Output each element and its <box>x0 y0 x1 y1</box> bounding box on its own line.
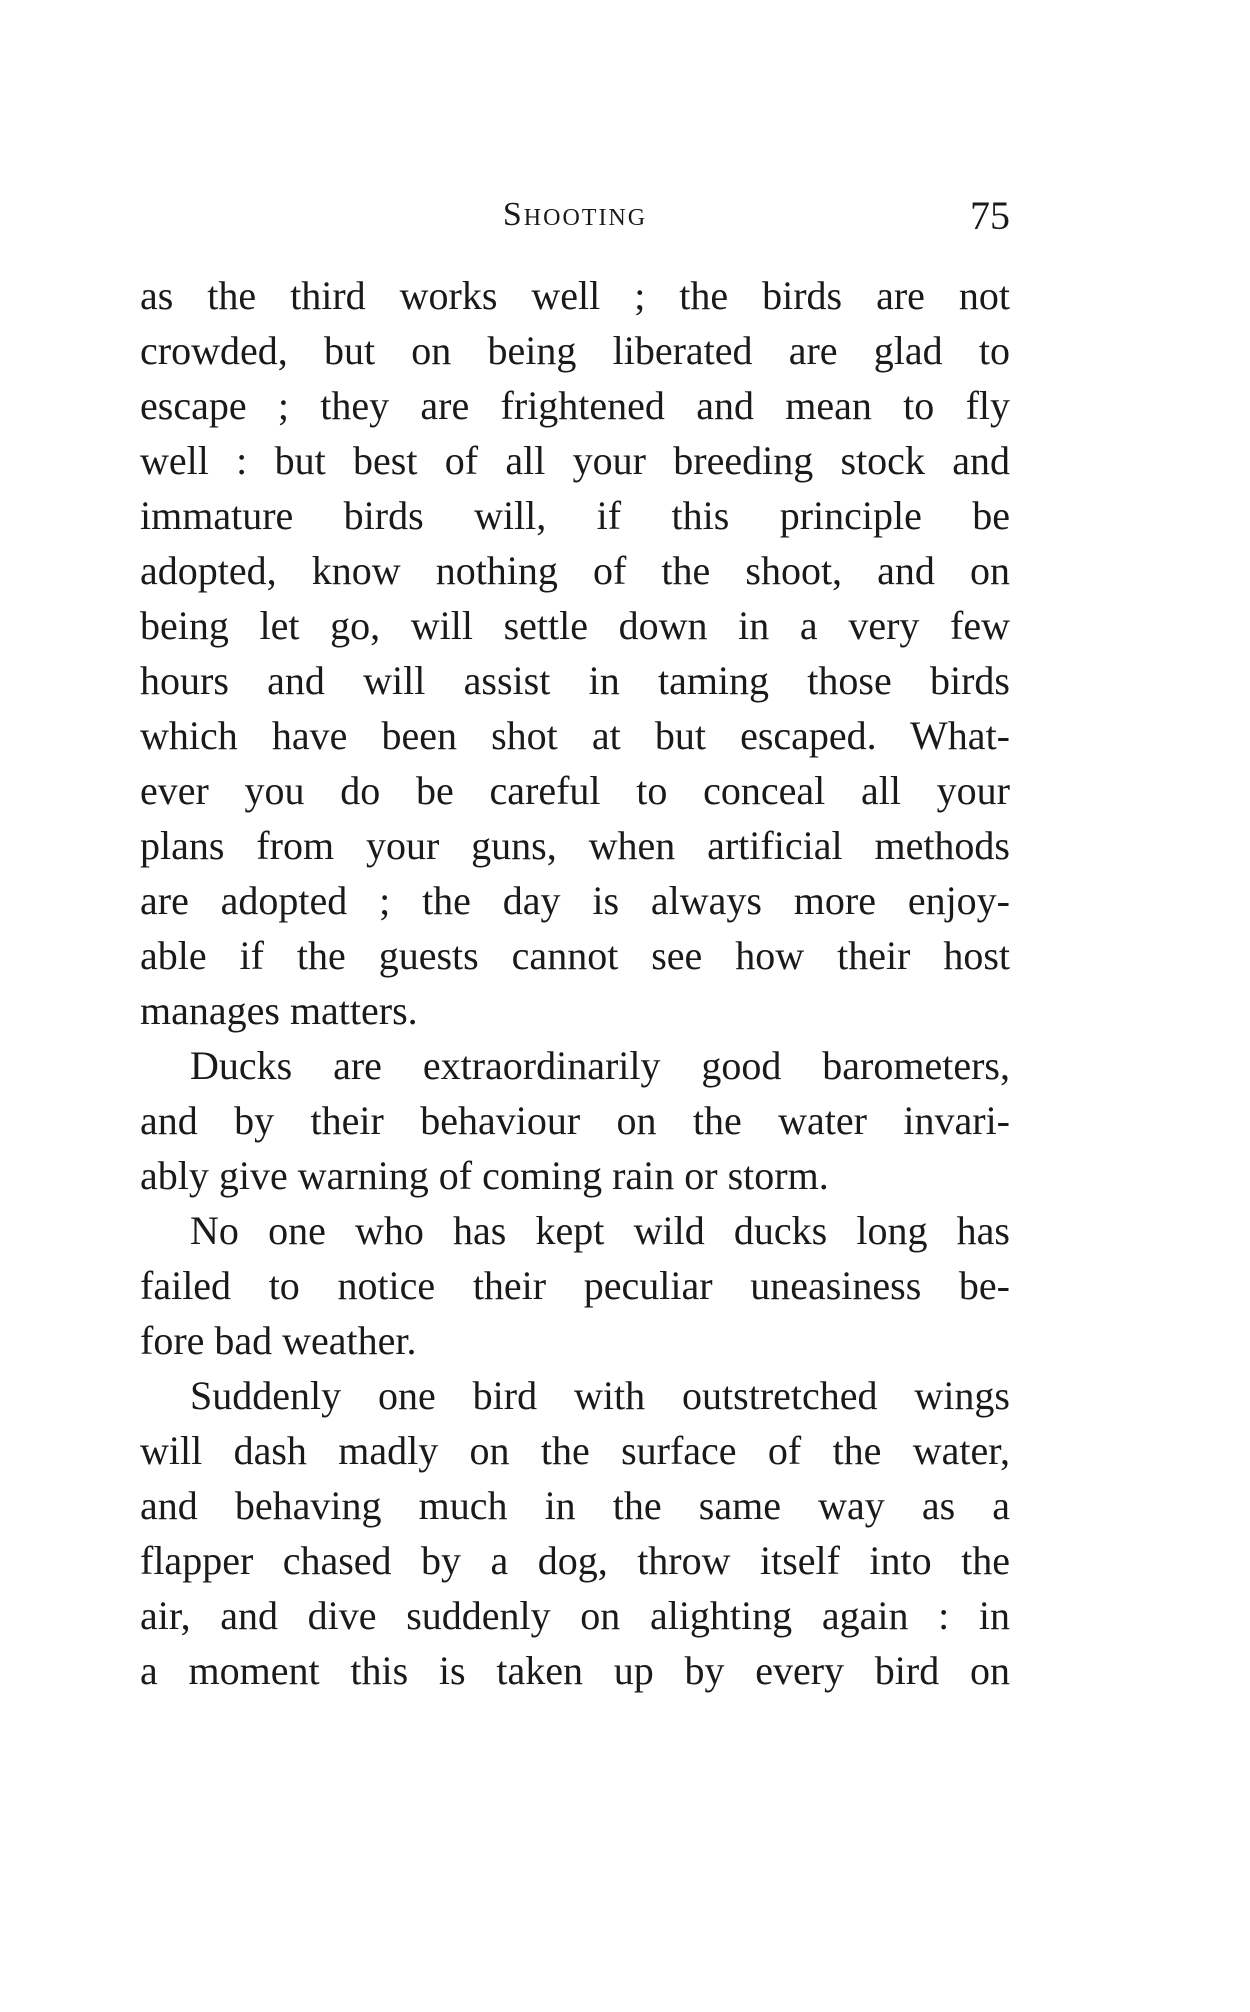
text-line: will dash madly on the surface of the water, <box>140 1428 1010 1473</box>
text-line: as the third works well ; the birds are not <box>140 273 1010 318</box>
body-text <box>140 268 1010 1698</box>
text-line: fore bad weather. <box>140 1318 417 1363</box>
text-line: air, and dive suddenly on alighting again : in <box>140 1593 1010 1638</box>
text-line: well : but best of all your breeding stock and <box>140 438 1010 483</box>
text-line: failed to notice their peculiar uneasiness be- <box>140 1263 1010 1308</box>
text-line: ever you do be careful to conceal all your <box>140 768 1010 813</box>
text-line: Ducks are extraordinarily good barometers, <box>190 1043 1010 1088</box>
text-line: being let go, will settle down in a very few <box>140 603 1010 648</box>
page-number: 75 <box>970 193 1010 238</box>
text-line: which have been shot at but escaped. What- <box>140 713 1010 758</box>
running-title: Shooting <box>502 196 648 233</box>
text-line: manages matters. <box>140 988 418 1033</box>
text-line: and behaving much in the same way as a <box>140 1483 1010 1528</box>
text-line: plans from your guns, when artificial methods <box>140 823 1010 868</box>
text-line: crowded, but on being liberated are glad to <box>140 328 1010 373</box>
text-line: ably give warning of coming rain or storm. <box>140 1153 829 1198</box>
running-head <box>140 193 1010 246</box>
text-line: and by their behaviour on the water invari- <box>140 1098 1010 1143</box>
text-line: a moment this is taken up by every bird on <box>140 1648 1010 1693</box>
text-line: No one who has kept wild ducks long has <box>190 1208 1010 1253</box>
text-line: are adopted ; the day is always more enjoy- <box>140 878 1010 923</box>
text-line: immature birds will, if this principle be <box>140 493 1010 538</box>
text-line: escape ; they are frightened and mean to fly <box>140 383 1010 428</box>
text-line: flapper chased by a dog, throw itself into the <box>140 1538 1010 1583</box>
text-line: hours and will assist in taming those birds <box>140 658 1010 703</box>
text-line: Suddenly one bird with outstretched wings <box>190 1373 1010 1418</box>
text-line: able if the guests cannot see how their host <box>140 933 1010 978</box>
text-line: adopted, know nothing of the shoot, and on <box>140 548 1010 593</box>
